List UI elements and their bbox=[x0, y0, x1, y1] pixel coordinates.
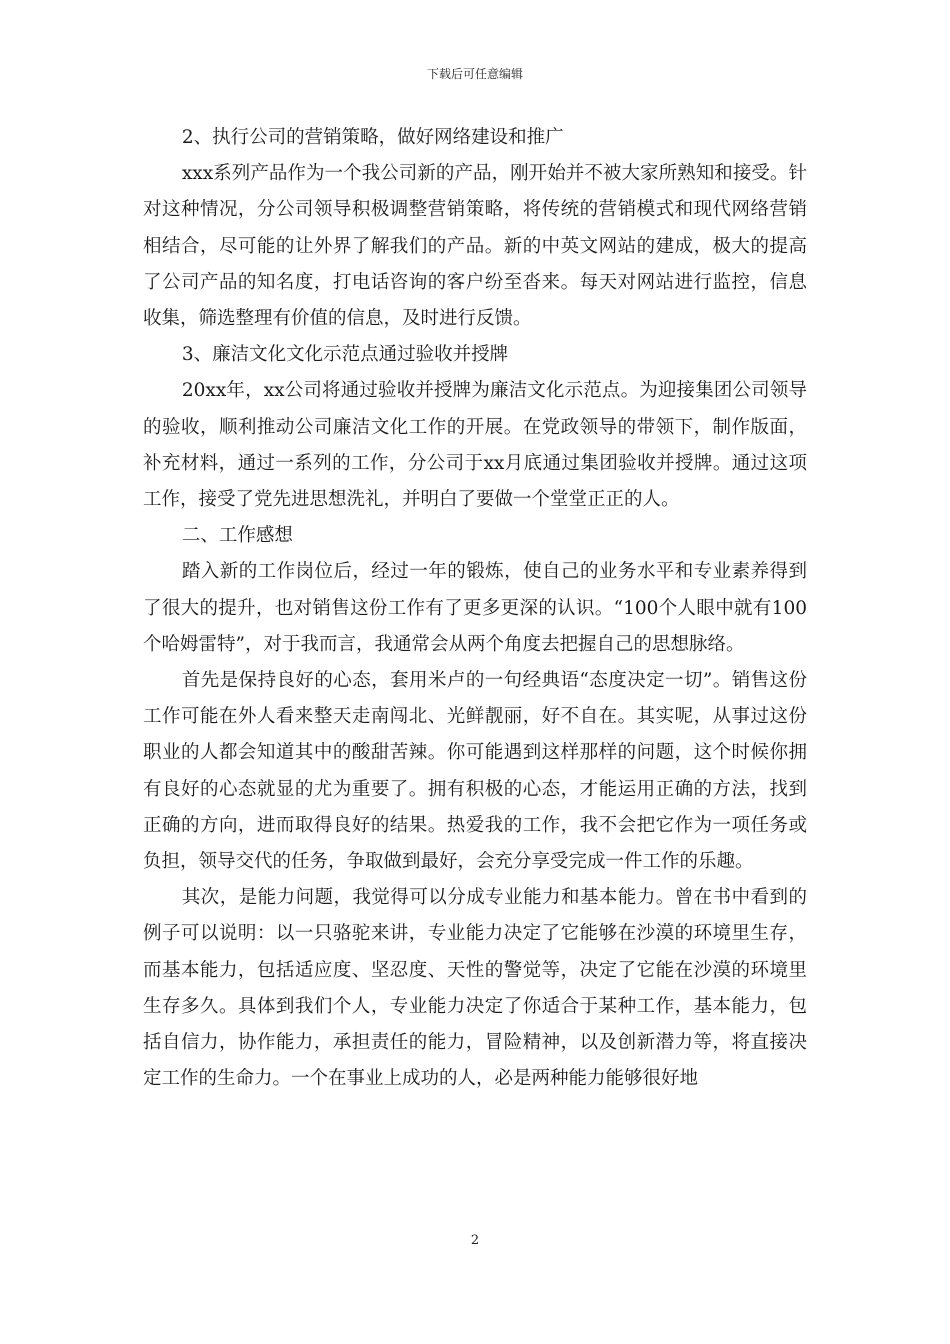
paragraph-mindset: 首先是保持良好的心态，套用米卢的一句经典语“态度决定一切”。销售这份工作可能在外人看来整天走南闯北、光鲜靓丽，好不自在。其实呢，从事过这份职业的人都会知道其中的酸甜苦辣。你可能遇到这样那样的问题，这个时候你拥有良好的心态就显的尤为重要了。拥有积极的心态，才能运用正确的方法，找到正确的方向，进而取得良好的结果。热爱我的工作，我不会把它作为一项任务或负担，领导交代的任务，争取做到最好，会充分享受完成一件工作的乐趣。 bbox=[143, 670, 807, 873]
page-header-note: 下载后可任意编辑 bbox=[426, 67, 523, 81]
heading-integrity-culture: 3、廉洁文化文化示范点通过验收并授牌 bbox=[181, 344, 509, 366]
paragraph-integrity-culture: 20xx年，xx公司将通过验收并授牌为廉洁文化示范点。为迎接集团公司领导的验收，顺利推动公司廉洁文化工作的开展。在党政领导的带领下，制作版面，补充材料，通过一系列的工作，分公司于xx月底通过集团验收并授牌。通过这项工作，接受了党先进思想洗礼，并明白了要做一个堂堂正正的人。 bbox=[143, 380, 807, 511]
paragraph-reflections-intro: 踏入新的工作岗位后，经过一年的锻炼，使自己的业务水平和专业素养得到了很大的提升，也对销售这份工作有了更多更深的认识。“100个人眼中就有100个哈姆雷特”，对于我而言，我通常会从两个角度去把握自己的思想脉络。 bbox=[143, 561, 807, 655]
paragraph-ability: 其次，是能力问题，我觉得可以分成专业能力和基本能力。曾在书中看到的例子可以说明：以一只骆驼来讲，专业能力决定了它能够在沙漠的环境里生存，而基本能力，包括适应度、坚忍度、天性的警觉等，决定了它能在沙漠的环境里生存多久。具体到我们个人，专业能力决定了你适合于某种工作，基本能力，包括自信力，协作能力，承担责任的能力，冒险精神，以及创新潜力等，将直接决定工作的生命力。一个在事业上成功的人，必是两种能力能够很好地 bbox=[143, 887, 807, 1090]
heading-work-reflections: 二、工作感想 bbox=[181, 525, 293, 547]
heading-marketing-strategy: 2、执行公司的营销策略，做好网络建设和推广 bbox=[181, 127, 564, 148]
page-number: 2 bbox=[470, 1233, 480, 1248]
paragraph-product-marketing: xxx系列产品作为一个我公司新的产品，刚开始并不被大家所熟知和接受。针对这种情况，分公司领导积极调整营销策略，将传统的营销模式和现代网络营销相结合，尽可能的让外界了解我们的产品。新的中英文网站的建成，极大的提高了公司产品的知名度，打电话咨询的客户纷至沓来。每天对网站进行监控，信息收集，筛选整理有价值的信息，及时进行反馈。 bbox=[143, 163, 807, 330]
document-body bbox=[143, 120, 807, 1097]
